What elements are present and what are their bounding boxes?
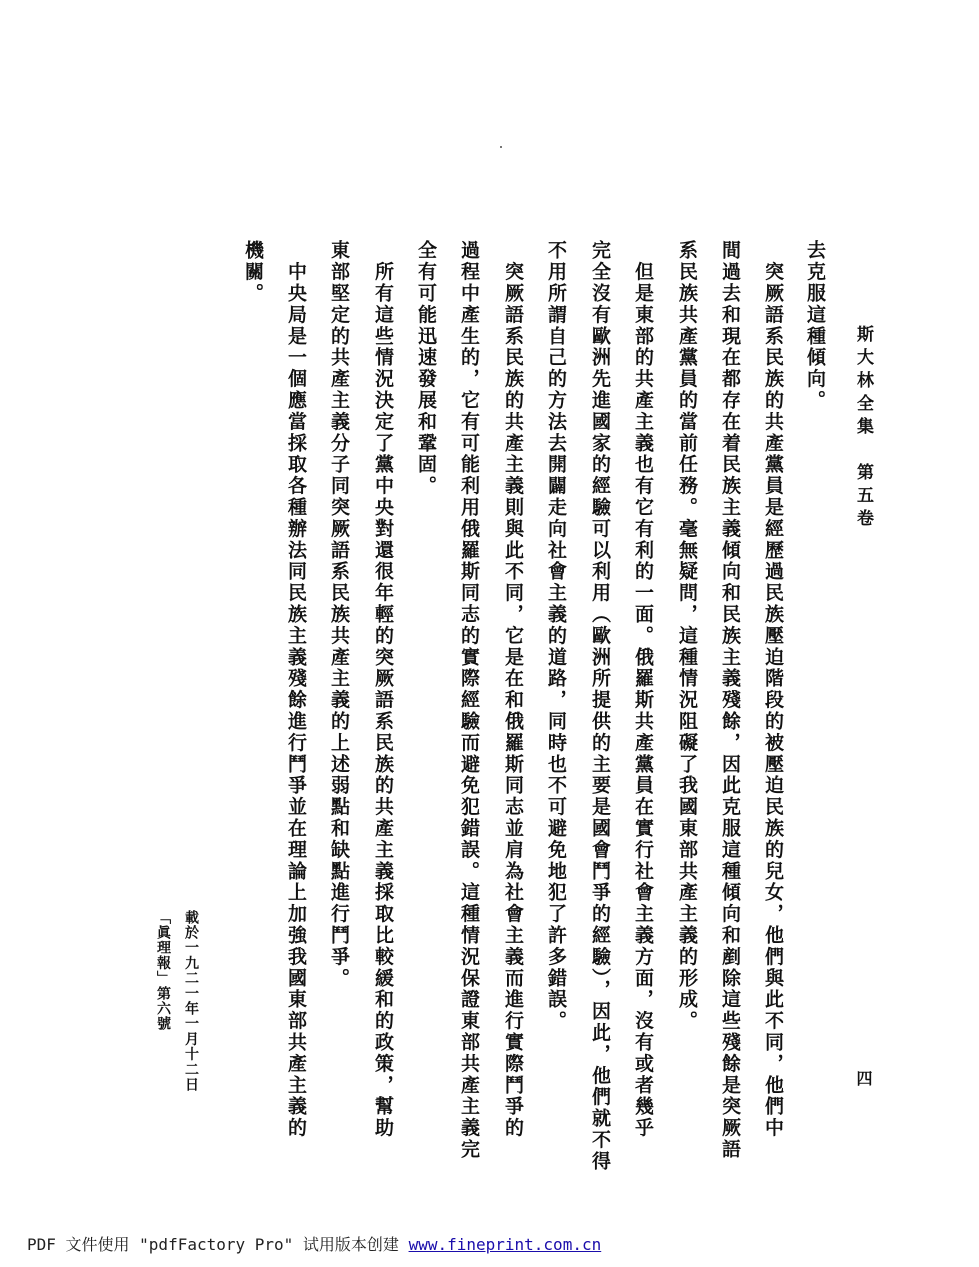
text-line: 全有可能迅速發展和鞏固。 (415, 240, 437, 497)
text-line: 不用所謂自己的方法去開闢走向社會主義的道路，同時也不可避免地犯了許多錯誤。 (545, 240, 567, 1032)
text-line: 東部堅定的共產主義分子同突厥語系民族共產主義的上述弱點和缺點進行鬥爭。 (328, 240, 350, 989)
scan-speck (500, 146, 502, 148)
page-number: 四 (854, 1070, 873, 1089)
text-line: 但是東部的共產主義也有它有利的一面。俄羅斯共產黨員在實行社會主義方面，沒有或者幾乎 (632, 240, 654, 1139)
text-line: 過程中產生的，它有可能利用俄羅斯同志的實際經驗而避免犯錯誤。這種情況保證東部共產主義完 (458, 240, 480, 1161)
text-line: 突厥語系民族的共產主義則與此不同，它是在和俄羅斯同志並肩為社會主義而進行實際鬥爭的 (502, 240, 524, 1139)
footer-link[interactable]: www.fineprint.com.cn (408, 1235, 602, 1254)
source-note-publication: 「眞理報」第六號 (155, 910, 171, 1032)
footer-text: PDF 文件使用 "pdfFactory Pro" 试用版本创建 (27, 1235, 409, 1254)
text-line: 去克服這種傾向。 (804, 240, 826, 412)
text-line: 間過去和現在都存在着民族主義傾向和民族主義殘餘，因此克服這種傾向和剷除這些殘餘是突厥語 (719, 240, 741, 1161)
pdf-footer (27, 1232, 601, 1255)
text-line: 系民族共產黨員的當前任務。毫無疑問，這種情況阻礙了我國東部共產主義的形成。 (676, 240, 698, 1032)
text-line: 機關。 (242, 240, 264, 305)
running-header-title: 斯大林全集 第五卷 (853, 325, 873, 532)
text-line: 突厥語系民族的共產黨員是經歷過民族壓迫階段的被壓迫民族的兒女，他們與此不同，他們中 (762, 240, 784, 1139)
text-line: 完全沒有歐洲先進國家的經驗可以利用（歐洲所提供的主要是國會鬥爭的經驗），因此，他們就不得 (589, 240, 611, 1173)
source-note-date: 載於一九二一年一月十二日 (183, 910, 199, 1093)
text-line: 中央局是一個應當採取各種辦法同民族主義殘餘進行鬥爭並在理論上加強我國東部共產主義的 (285, 240, 307, 1139)
text-line: 所有這些情況決定了黨中央對還很年輕的突厥語系民族的共產主義採取比較緩和的政策，幫助 (372, 240, 394, 1139)
